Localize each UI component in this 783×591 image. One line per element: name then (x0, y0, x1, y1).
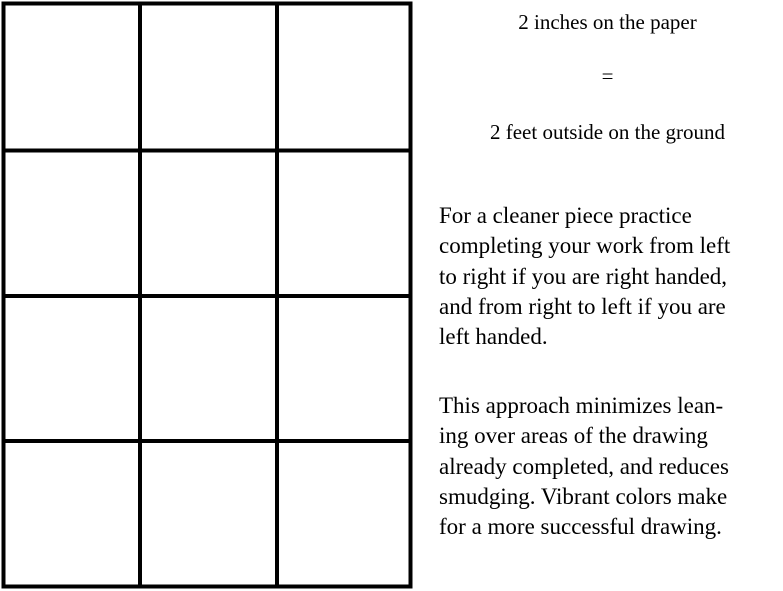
tip-line: ing over areas of the drawing (439, 423, 708, 449)
scale-equals-sign: = (601, 64, 614, 88)
tip-line: for a more successful drawing. (439, 514, 722, 540)
tip-line: and from right to left if you are (439, 293, 726, 319)
tip-line: left handed. (439, 324, 548, 350)
tip-line: For a cleaner piece practice (439, 203, 692, 228)
tip-line: to right if you are right handed, (439, 263, 728, 289)
tip-line: already completed, and reduces (439, 453, 729, 479)
scale-ground-text: 2 feet outside on the ground (489, 120, 726, 144)
tip-paragraph-smudging (439, 391, 783, 542)
scale-paper-text: 2 inches on the paper (518, 10, 697, 34)
tip-line: This approach minimizes lean- (439, 393, 724, 418)
tip-paragraph-handedness (439, 201, 783, 352)
tip-line: completing your work from left (439, 233, 731, 259)
tip-line: smudging. Vibrant colors make (439, 483, 728, 509)
